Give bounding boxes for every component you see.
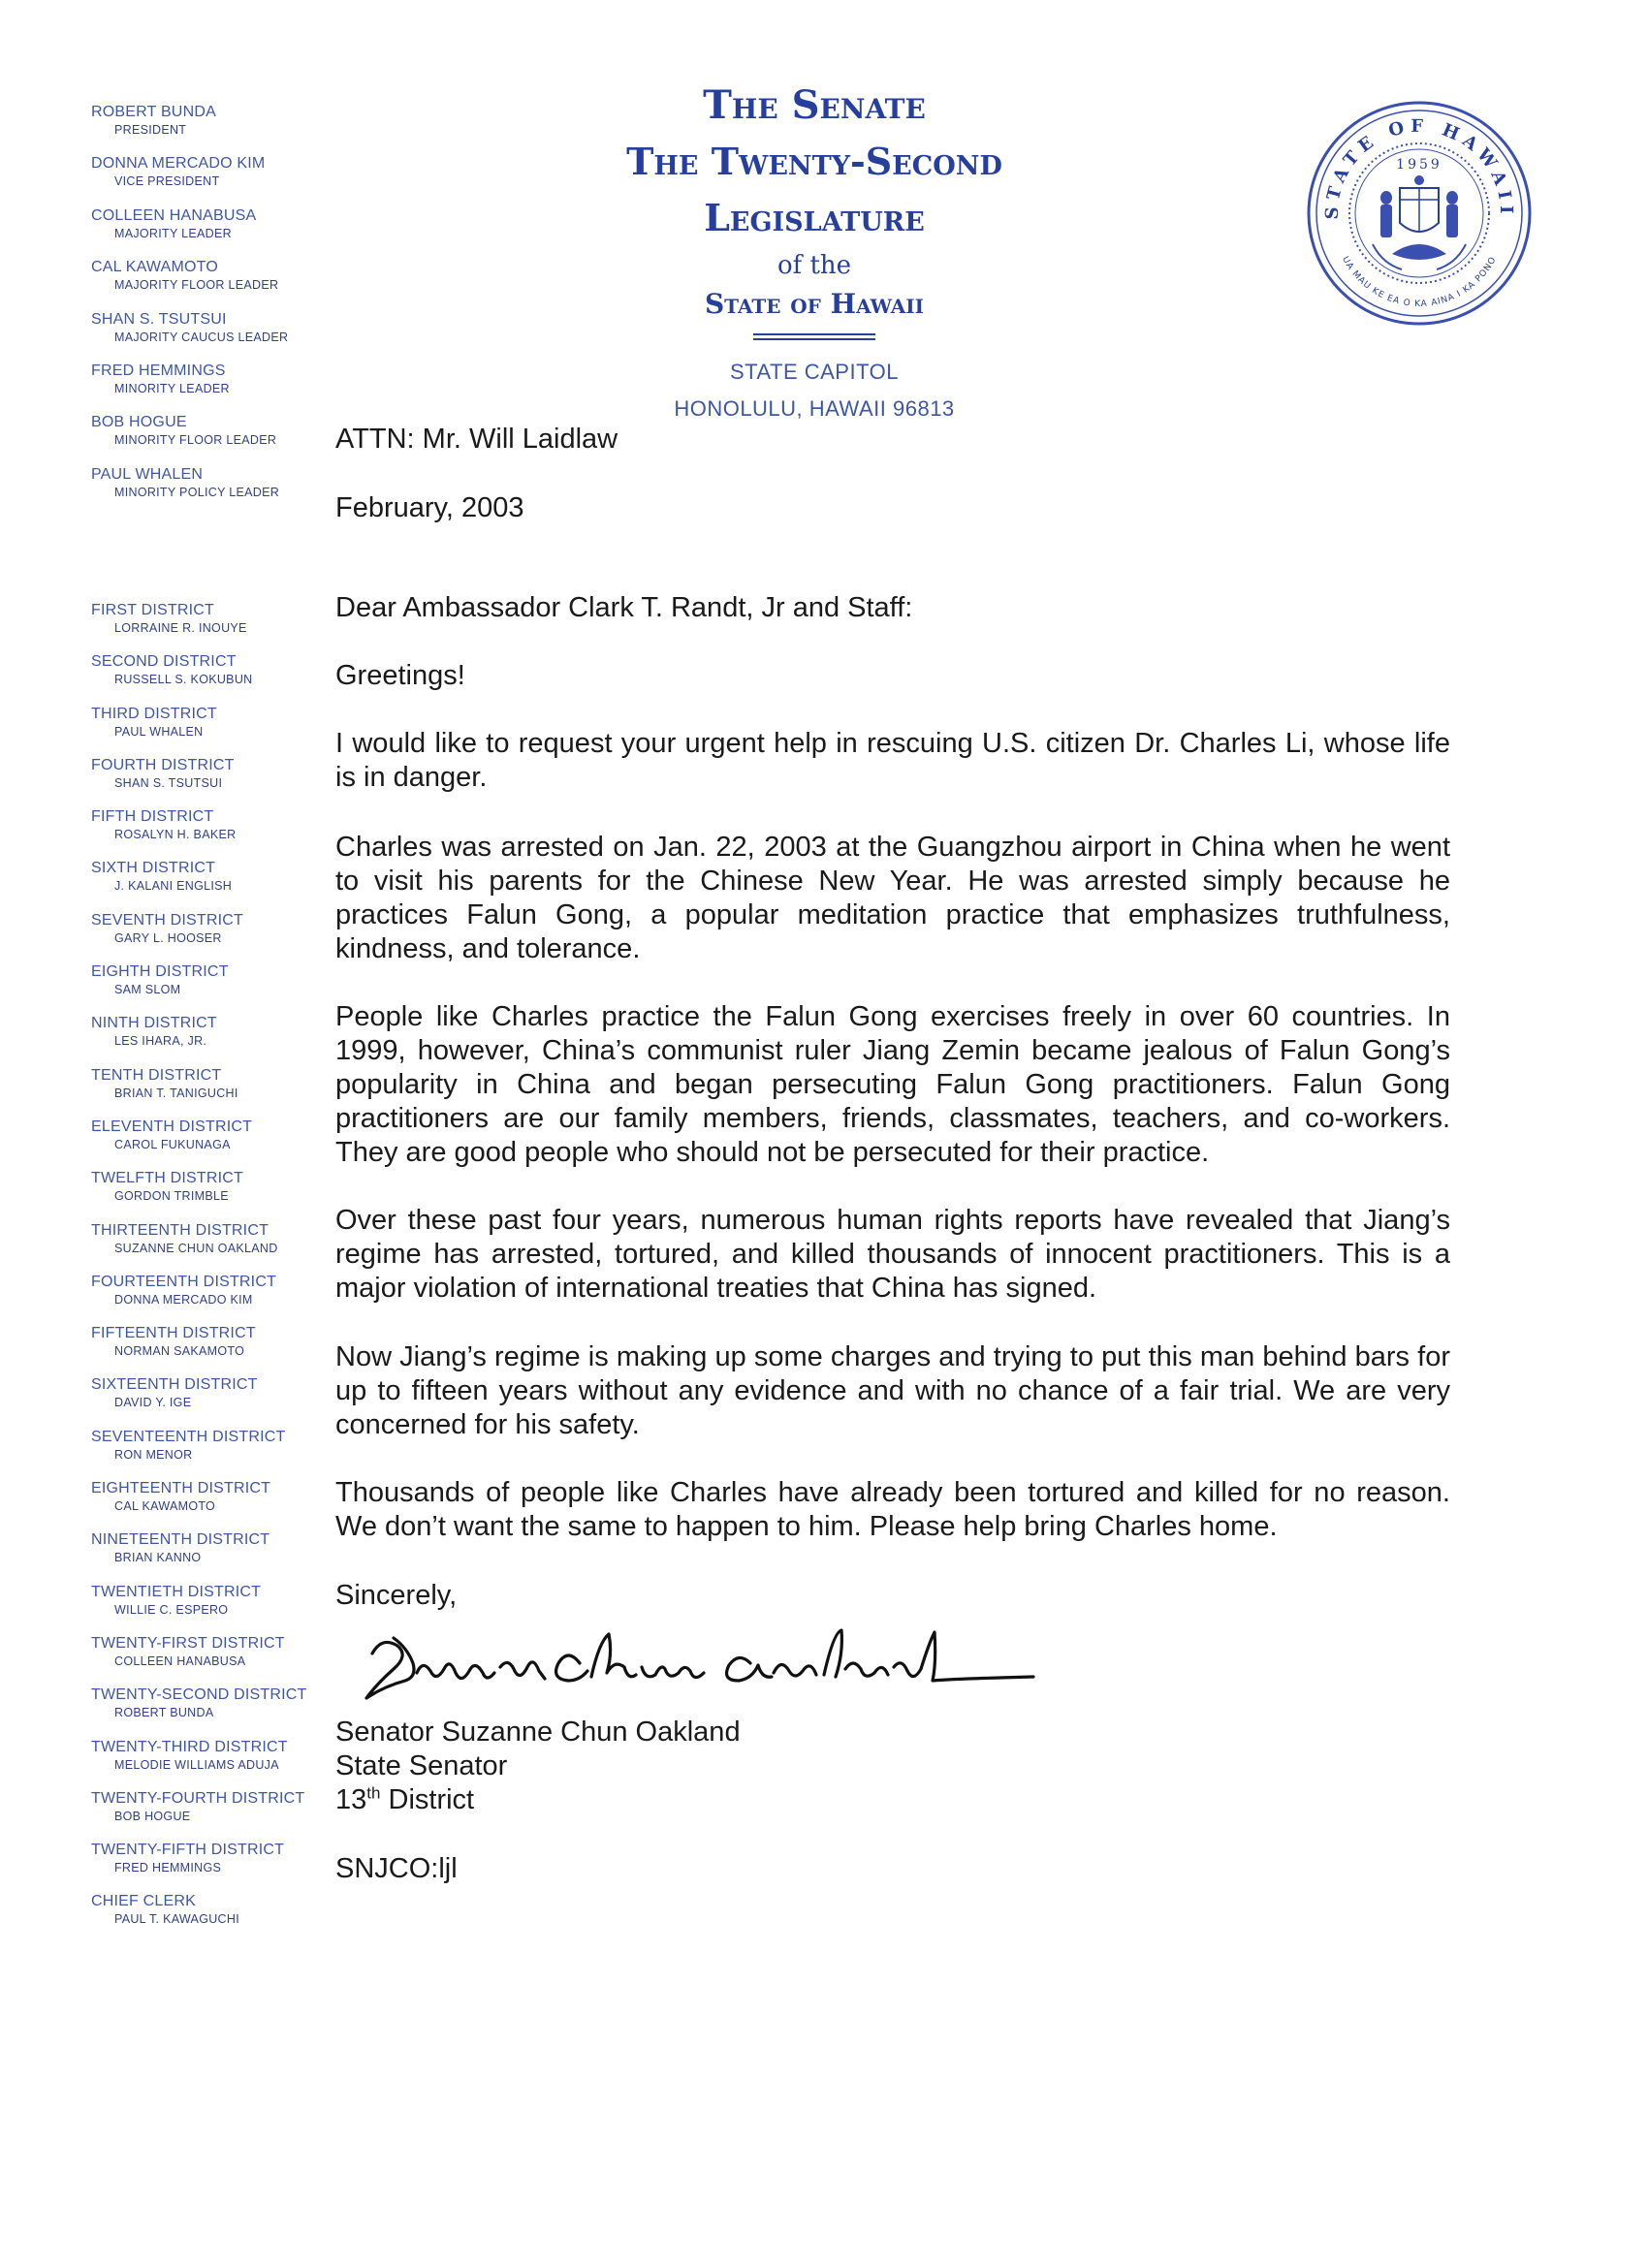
officer-name: DONNA MERCADO KIM <box>91 155 266 173</box>
district-senator: MELODIE WILLIAMS ADUJA <box>114 1757 279 1772</box>
district-word: District <box>380 1784 475 1815</box>
district-senator: FRED HEMMINGS <box>114 1861 222 1875</box>
body-paragraph: Thousands of people like Charles have already been tortured and killed for no reason. We don’t want the same to happen to him. Please help bring Charles home. <box>335 1477 1450 1542</box>
roster-entry <box>91 1892 343 1943</box>
district-senator: SHAN S. TSUTSUI <box>114 775 223 790</box>
signature-block <box>335 1716 1450 1817</box>
signature-image <box>355 1624 1053 1708</box>
district-senator: CAL KAWAMOTO <box>114 1499 216 1514</box>
officers-roster <box>91 103 343 517</box>
roster-entry <box>91 1118 343 1169</box>
letterhead-senate: The Senate <box>703 82 926 128</box>
officer-name: SHAN S. TSUTSUI <box>91 310 227 328</box>
officer-role: VICE PRESIDENT <box>114 174 220 189</box>
district-title: SEVENTEENTH DISTRICT <box>91 1428 286 1445</box>
greeting: Greetings! <box>335 660 465 691</box>
roster-entry <box>91 362 343 413</box>
officer-role: MINORITY POLICY LEADER <box>114 485 280 499</box>
district-title: NINTH DISTRICT <box>91 1015 217 1032</box>
district-title: NINETEENTH DISTRICT <box>91 1531 270 1549</box>
reference-initials: SNJCO:ljl <box>335 1853 458 1884</box>
body-paragraph: Charles was arrested on Jan. 22, 2003 at the Guangzhou airport in China when he went to visit his parents for the Chinese New Year. He was arrested simply because he practices Falun Gong, a popular meditation practice that emphasizes truthfulness, kindness, and tolerance. <box>335 832 1450 964</box>
svg-text:UA MAU KE EA O KA AINA I KA PO <box>1340 255 1499 309</box>
district-title: FIFTH DISTRICT <box>91 808 214 826</box>
roster-entry <box>91 962 343 1014</box>
roster-entry <box>91 1375 343 1427</box>
district-title: SIXTEENTH DISTRICT <box>91 1376 258 1394</box>
roster-entry <box>91 1789 343 1841</box>
roster-entry <box>91 1479 343 1530</box>
district-title: TWELFTH DISTRICT <box>91 1170 243 1187</box>
seal-year: 1959 <box>1396 157 1442 173</box>
signer-district <box>335 1783 1450 1817</box>
roster-entry <box>91 258 343 309</box>
officer-name: BOB HOGUE <box>91 414 187 431</box>
district-title: TWENTIETH DISTRICT <box>91 1583 262 1600</box>
officer-name: ROBERT BUNDA <box>91 104 216 120</box>
district-senator: ROSALYN H. BAKER <box>114 828 237 842</box>
closing: Sincerely, <box>335 1580 458 1611</box>
district-number: 13 <box>335 1784 367 1815</box>
district-title: TENTH DISTRICT <box>91 1066 222 1084</box>
roster-entry <box>91 652 343 704</box>
district-title: SEVENTH DISTRICT <box>91 911 243 929</box>
district-title: SIXTH DISTRICT <box>91 860 216 877</box>
district-senator: SAM SLOM <box>114 983 181 997</box>
roster-entry <box>91 310 343 362</box>
body-paragraph: Over these past four years, numerous human rights reports have revealed that Jiang’s regime has arrested, tortured, and killed thousands of innocent practitioners. This is a major violation of international treaties that China has signed. <box>335 1205 1450 1304</box>
district-suffix: th <box>366 1783 381 1803</box>
district-senator: CAROL FUKUNAGA <box>114 1137 231 1151</box>
officer-role: MINORITY LEADER <box>114 381 230 395</box>
district-title: SECOND DISTRICT <box>91 653 237 671</box>
roster-entry <box>91 601 343 652</box>
district-senator: GARY L. HOOSER <box>114 930 222 945</box>
roster-entry <box>91 1014 343 1065</box>
district-title: TWENTY-FIFTH DISTRICT <box>91 1842 285 1859</box>
officer-name: CAL KAWAMOTO <box>91 259 219 276</box>
letter-date: February, 2003 <box>335 492 524 523</box>
roster-entry <box>91 206 343 258</box>
letterhead-of-the: of the <box>776 251 852 280</box>
roster-entry <box>91 103 343 154</box>
roster-entry <box>91 465 343 517</box>
district-senator: COLLEEN HANABUSA <box>114 1654 246 1668</box>
district-senator: NORMAN SAKAMOTO <box>114 1344 245 1359</box>
district-title: CHIEF CLERK <box>91 1893 196 1910</box>
district-title: FOURTH DISTRICT <box>91 756 235 773</box>
state-seal-icon <box>1305 99 1534 328</box>
roster-entry <box>91 1428 343 1479</box>
roster-entry <box>91 1634 343 1685</box>
district-title: TWENTY-FIRST DISTRICT <box>91 1634 285 1652</box>
district-senator: PAUL T. KAWAGUCHI <box>114 1912 239 1927</box>
roster-entry <box>91 413 343 464</box>
district-title: FIFTEENTH DISTRICT <box>91 1325 256 1342</box>
roster-entry <box>91 1066 343 1118</box>
officer-role: MINORITY FLOOR LEADER <box>114 433 277 448</box>
letterhead-rule <box>753 333 875 340</box>
attention-line: ATTN: Mr. Will Laidlaw <box>335 424 618 455</box>
district-senator: J. KALANI ENGLISH <box>114 879 233 894</box>
officer-role: MAJORITY CAUCUS LEADER <box>114 330 289 344</box>
district-senator: RON MENOR <box>114 1447 193 1462</box>
roster-entry <box>91 1685 343 1737</box>
district-title: TWENTY-FOURTH DISTRICT <box>91 1789 305 1807</box>
officer-role: MAJORITY LEADER <box>114 226 232 240</box>
roster-entry <box>91 1530 343 1582</box>
roster-entry <box>91 911 343 962</box>
body-paragraph: I would like to request your urgent help in rescuing U.S. citizen Dr. Charles Li, whose life is in danger. <box>335 728 1450 793</box>
body-paragraph: People like Charles practice the Falun Gong exercises freely in over 60 countries. In 1999, however, China’s communist ruler Jiang Zemin became jealous of Falun Gong’s popularity in China and began persecuting Falun Gong practitioners. Falun Gong practitioners are our family members, friends, classmates, teachers, and co-workers. They are good people who should not be persecuted for their practice. <box>335 1001 1450 1168</box>
district-title: THIRTEENTH DISTRICT <box>91 1221 269 1239</box>
district-senator: RUSSELL S. KOKUBUN <box>114 673 253 687</box>
district-senator: ROBERT BUNDA <box>114 1706 214 1720</box>
district-title: TWENTY-THIRD DISTRICT <box>91 1738 288 1755</box>
letterhead-legislature: The Twenty-Second Legislature <box>626 140 1002 239</box>
roster-entry <box>91 1738 343 1789</box>
officer-name: COLLEEN HANABUSA <box>91 206 257 224</box>
district-title: THIRD DISTRICT <box>91 705 217 722</box>
officer-name: FRED HEMMINGS <box>91 362 226 379</box>
district-title: FIRST DISTRICT <box>91 602 214 618</box>
district-senator: PAUL WHALEN <box>114 724 204 739</box>
district-senator: SUZANNE CHUN OAKLAND <box>114 1241 278 1255</box>
district-title: FOURTEENTH DISTRICT <box>91 1273 277 1290</box>
district-senator: LES IHARA, JR. <box>114 1034 207 1049</box>
roster-entry <box>91 807 343 859</box>
roster-entry <box>91 756 343 807</box>
roster-entry <box>91 705 343 756</box>
letterhead-address-line2: HONOLULU, HAWAII 96813 <box>674 396 955 421</box>
letterhead-state: State of Hawaii <box>704 288 925 320</box>
seal-ring-text: STATE OF HAWAII <box>1321 115 1517 220</box>
district-title: EIGHTEENTH DISTRICT <box>91 1480 271 1497</box>
roster-entry <box>91 154 343 205</box>
district-senator: LORRAINE R. INOUYE <box>114 621 247 635</box>
salutation: Dear Ambassador Clark T. Randt, Jr and Staff: <box>335 592 913 623</box>
roster-entry <box>91 1841 343 1892</box>
officer-role: MAJORITY FLOOR LEADER <box>114 278 279 293</box>
district-title: ELEVENTH DISTRICT <box>91 1118 253 1135</box>
roster-entry <box>91 1169 343 1220</box>
roster-entry <box>91 1583 343 1634</box>
district-senator: DAVID Y. IGE <box>114 1396 192 1410</box>
districts-roster <box>91 601 343 1944</box>
body-paragraph: Now Jiang’s regime is making up some charges and trying to put this man behind bars for up to fifteen years without any evidence and with no chance of a fair trial. We are very concerned for his safety. <box>335 1341 1450 1440</box>
district-senator: BOB HOGUE <box>114 1809 191 1823</box>
district-senator: BRIAN T. TANIGUCHI <box>114 1086 238 1100</box>
district-senator: BRIAN KANNO <box>114 1551 202 1565</box>
roster-entry <box>91 1221 343 1273</box>
district-senator: GORDON TRIMBLE <box>114 1189 229 1204</box>
district-senator: WILLIE C. ESPERO <box>114 1602 229 1617</box>
district-title: TWENTY-SECOND DISTRICT <box>91 1686 307 1704</box>
letterhead-address-line1: STATE CAPITOL <box>730 360 899 384</box>
seal-motto: UA MAU KE EA O KA AINA I KA PONO <box>1340 255 1499 310</box>
officer-name: PAUL WHALEN <box>91 465 204 483</box>
district-title: EIGHTH DISTRICT <box>91 963 229 981</box>
officer-role: PRESIDENT <box>114 123 187 137</box>
roster-entry <box>91 1273 343 1324</box>
letterhead <box>543 78 1086 427</box>
roster-entry <box>91 1324 343 1375</box>
district-senator: DONNA MERCADO KIM <box>114 1292 253 1307</box>
roster-entry <box>91 859 343 910</box>
signer-title: State Senator <box>335 1750 508 1781</box>
signer-name: Senator Suzanne Chun Oakland <box>335 1717 741 1748</box>
